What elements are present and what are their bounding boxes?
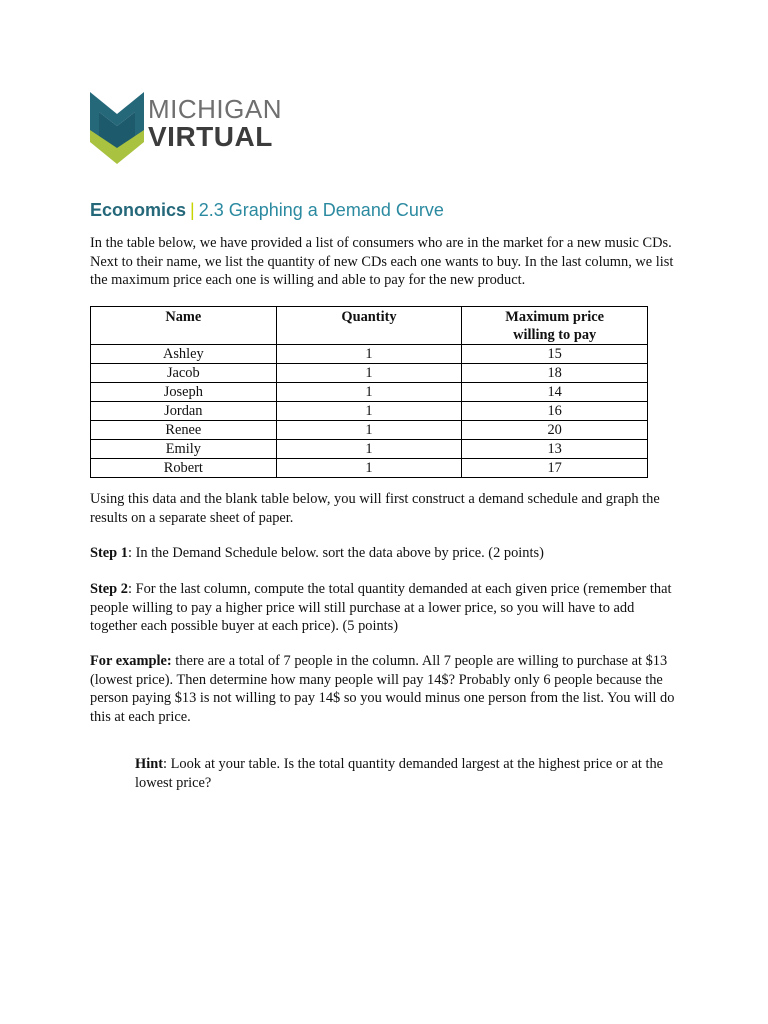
- cell-price: 17: [462, 459, 648, 478]
- example-paragraph: [90, 652, 680, 726]
- hint-label: Hint: [135, 756, 163, 772]
- cell-price: 13: [462, 440, 648, 459]
- step-2-label: Step 2: [90, 581, 128, 597]
- cell-quantity: 1: [276, 345, 462, 364]
- table-row: [91, 440, 648, 459]
- cell-price: 15: [462, 345, 648, 364]
- intro-paragraph: In the table below, we have provided a list of consumers who are in the market for a new music CDs. Next to their name, we list the quantity of new CDs each one wants to buy. In the last column, we list the maximum price each one is willing and able to pay for the new product.: [90, 235, 674, 288]
- subject-title: Economics: [90, 200, 187, 220]
- cell-name: Renee: [91, 421, 277, 440]
- cell-price: 14: [462, 383, 648, 402]
- page-title: [90, 200, 444, 221]
- cell-price: 16: [462, 402, 648, 421]
- table-row: [91, 364, 648, 383]
- cell-name: Jacob: [91, 364, 277, 383]
- step-1-label: Step 1: [90, 545, 128, 561]
- cell-quantity: 1: [276, 402, 462, 421]
- michigan-virtual-logo: [90, 92, 290, 167]
- logo-text-michigan: MICHIGAN: [148, 94, 282, 124]
- example-label: For example:: [90, 653, 172, 669]
- instructions-paragraph: Using this data and the blank table below, you will first construct a demand schedule and graph the results on a separate sheet of paper.: [90, 491, 660, 526]
- step-2-paragraph: [90, 580, 680, 636]
- header-quantity: Quantity: [276, 307, 462, 345]
- cell-name: Jordan: [91, 402, 277, 421]
- hint-text: : Look at your table. Is the total quantity demanded largest at the highest price or at the lowest price?: [135, 756, 664, 791]
- cell-name: Ashley: [91, 345, 277, 364]
- table-header-row: [91, 307, 648, 345]
- header-max-price: Maximum price willing to pay: [462, 307, 648, 345]
- cell-quantity: 1: [276, 421, 462, 440]
- example-text: there are a total of 7 people in the column. All 7 people are willing to purchase at $13 (lowest price). Then determine how many people will pay 14$? Probably only 6 people because the person paying $13 is not willing to pay 14$ so you would minus one person from the list. You will do this at each price.: [90, 653, 675, 725]
- table-row: [91, 383, 648, 402]
- cell-quantity: 1: [276, 459, 462, 478]
- table-row: [91, 345, 648, 364]
- consumer-table: [90, 306, 648, 478]
- table-row: [91, 459, 648, 478]
- cell-name: Robert: [91, 459, 277, 478]
- header-name: Name: [91, 307, 277, 345]
- title-separator: |: [190, 200, 195, 220]
- step-2-text: : For the last column, compute the total quantity demanded at each given price (remember that people willing to pay a higher price will still purchase at a lower price, so you will have to add together each possible buyer at each price). (5 points): [90, 581, 672, 634]
- table-row: [91, 421, 648, 440]
- cell-price: 18: [462, 364, 648, 383]
- step-1-text: : In the Demand Schedule below. sort the data above by price. (2 points): [127, 545, 544, 561]
- logo-mark-icon: [90, 92, 144, 166]
- hint-paragraph: [135, 755, 680, 792]
- cell-price: 20: [462, 421, 648, 440]
- cell-name: Emily: [91, 440, 277, 459]
- cell-name: Joseph: [91, 383, 277, 402]
- step-1-paragraph: [90, 544, 680, 563]
- cell-quantity: 1: [276, 364, 462, 383]
- table-row: [91, 402, 648, 421]
- cell-quantity: 1: [276, 440, 462, 459]
- logo-text-virtual: VIRTUAL: [148, 121, 273, 152]
- lesson-title: 2.3 Graphing a Demand Curve: [198, 200, 444, 220]
- cell-quantity: 1: [276, 383, 462, 402]
